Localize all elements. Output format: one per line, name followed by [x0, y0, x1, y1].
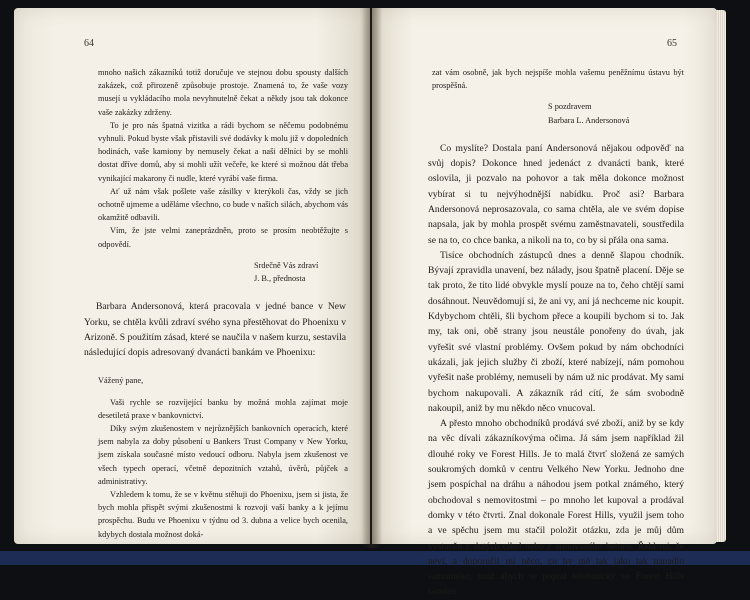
- page-stack-edge: [716, 10, 726, 542]
- letter-b-paragraph: Vzhledem k tomu, že se v květnu stěhuji do Phoenixu, jsem si jista, že bych mohla přispět svými zkušenostmi k rozvoji vaší banky a k jejímu prospěchu. Budu ve Phoenixu v týdnu od 3. dubna a velice bych ocenila, kdybych dostala možnost doká-: [98, 490, 348, 539]
- narrative-paragraph: Barbara Andersonová, která pracovala v jedné bance v New Yorku, se chtěla kvůli zdraví svého syna přestěhovat do Phoenixu v Arizoně. S použitím zásad, které se naučila v našem kurzu, sestavila následující dopis adresovaný dvanácti bankám ve Phoenixu:: [84, 301, 346, 359]
- body-paragraph: Co myslíte? Dostala paní Andersonová nějakou odpověď na svůj dopis? Dokonce hned jedenáct z dvanácti bank, které oslovila, ji pozvalo na pohovor a tak měla dokonce možnost vybírat si tu nejvýhodnější nabídku. Proč asi? Barbara Andersonová neprosazovala, co sama chtěla, ale ve svém dopise napsala, jak by mohla prospět svému zaměstnavateli, soustředila se na to, co chce banka, a nikoli na to, co by si přála ona sama.: [428, 142, 684, 246]
- letter-b-paragraph: Díky svým zkušenostem v nejrůznějších bankovních operacích, které jsem nabyla za doby působení u Bankers Trust Company v New Yorku, jsem získala současné místo vedoucí odboru. Nabyla jsem zkušenost ve všech typech operací, včetně depozitních vztahů, úvěrů, půjček a administrativy.: [98, 424, 348, 486]
- letter-b-ending: zat vám osobně, jak bych nejspíše mohla vašemu peněžnímu ústavu být prospěšná.: [432, 68, 684, 91]
- body-paragraph: Tisíce obchodních zástupců dnes a denně šlapou chodník. Bývají zpravidla unavení, bez nálady, jsou špatně placení. Děje se tak proto, že tito lidé obvykle myslí pouze na to, čeho chtějí sami dosáhnout. Neuvědomují si, že ani vy, ani já nechceme nic koupit. Kdybychom chtěli, šli bychom přece a koupili bychom si to. Jak my, tak oni, obě strany jsou neustále ponořeny do úvah, jak vyřešit své vlastní problémy. Ovšem pokud by nám obchodníci ukázali, jak jejich služby či zboží, které nabízejí, nám pomohou vyřešit naše problémy, nemuseli by nám už nic prodávat. My sami bychom nakupovali. A zákazník rád cítí, že sám svobodně nakoupil, aniž by mu někdo něco vnucoval.: [428, 249, 684, 414]
- right-page-text: [428, 66, 684, 600]
- letter-a-paragraph: mnoho našich zákazníků totiž doručuje ve stejnou dobu spousty dalších zakázek, což přirozeně způsobuje prostoje. Znamená to, že vaše vozy musejí u vykládacího mola nevyhnutelně čekat a někdy jsou tak dokonce vaše zakázky zdrženy.: [98, 68, 348, 117]
- left-page-text: [84, 66, 348, 541]
- body-paragraph: A přesto mnoho obchodníků prodává své zboží, aniž by se kdy na věc dívali zákazníkovýma očima. Já sám jsem například žil dlouhé roky ve Forest Hills. Je to malá čtvrť složená ze samých soukromých domků v centru Velkého New Yorku. Jednoho dne jsem pospíchal na dráhu a náhodou jsem potkal známého, který obchodoval s nemovitostmi – po mnoho let kupoval a prodával domky v této čtvrti. Znal dokonale Forest Hills, využil jsem toho a ve spěchu jsem mu stačil položit otázku, zda je můj dům vystavěn z dutých cihel nebo z armovaného betonu. Řekl mi, že neví, a doporučil mi něco, co by mě tak jako tak napadlo samotného, totiž abych se poptal telefonicky ve Forest Hills Garden: [428, 418, 684, 598]
- signature-greeting: Srdečně Vás zdraví: [254, 260, 319, 270]
- letter-b-paragraph: Vaši rychle se rozvíjející banku by možná mohla zajímat moje desetiletá praxe v bankovnictví.: [98, 397, 348, 420]
- letter-a-paragraph: Vím, že jste velmi zaneprázdněn, proto se prosím neobtěžujte s odpovědí.: [98, 226, 348, 249]
- letter-a-paragraph: To je pro nás špatná vizitka a rádi bychom se něčemu podobnému vyhnuli. Pokud byste však přistavili své dodávky k molu již v dopoledních hodinách, vaše kamiony by nemusely čekat a naši dělníci by se mohli dostat dříve domů, aby si mohli užít večeře, ke které si možnou dát třeba vynikající makarony či nudle, které vyrábí vaše firma.: [98, 120, 348, 183]
- left-page: [14, 8, 370, 544]
- page-number-left: 64: [84, 38, 94, 49]
- closing-name: Barbara L. Andersonová: [548, 115, 630, 125]
- closing-greeting: S pozdravem: [548, 102, 592, 112]
- right-page: [372, 8, 717, 598]
- signature-name: J. B., přednosta: [254, 274, 306, 284]
- letter-a-paragraph: Ať už nám však pošlete vaše zásilky v kterýkoli čas, vždy se jich ochotně ujmeme a uděláme všechno, co bude v našich silách, abychom vás okamžitě odbavili.: [98, 186, 348, 223]
- book-gutter: [362, 8, 382, 548]
- letter-b-salutation: Vážený pane,: [98, 376, 144, 386]
- page-number-right: 65: [667, 38, 677, 49]
